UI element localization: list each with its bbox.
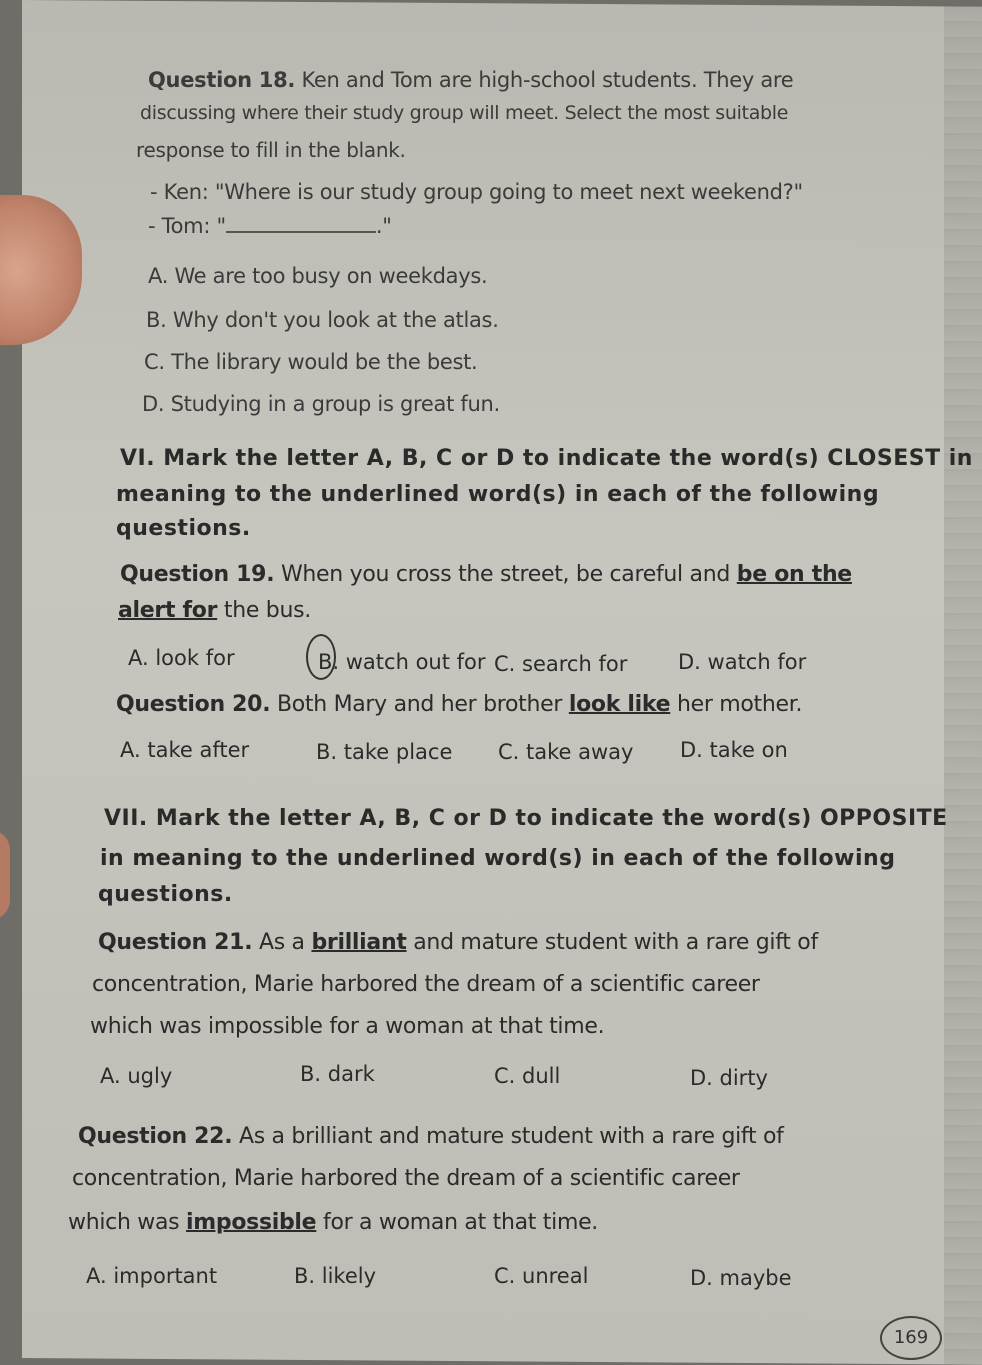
q20-option-c[interactable]: C. take away — [498, 740, 634, 764]
q18-option-b[interactable]: B. Why don't you look at the atlas. — [146, 308, 499, 332]
q21-text2: and mature student with a rare gift of — [413, 930, 818, 955]
q18-option-a[interactable]: A. We are too busy on weekdays. — [148, 264, 488, 288]
q18-option-c[interactable]: C. The library would be the best. — [144, 350, 478, 374]
section7-line1: VII. Mark the letter A, B, C or D to indicate the word(s) OPPOSITE — [104, 806, 948, 831]
q18-option-d[interactable]: D. Studying in a group is great fun. — [142, 392, 500, 416]
q19-answer-circle — [306, 634, 336, 680]
q19-option-d[interactable]: D. watch for — [678, 650, 807, 674]
q21-option-c[interactable]: C. dull — [494, 1064, 561, 1088]
q19-underlined-1: be on the — [736, 562, 852, 587]
q22-option-a[interactable]: A. important — [86, 1264, 218, 1288]
q20-line1 — [116, 692, 802, 717]
q19-text1: When you cross the street, be careful and — [280, 562, 731, 587]
q22-text3b: for a woman at that time. — [323, 1210, 599, 1235]
q22-text1: As a brilliant and mature student with a rare gift of — [238, 1124, 784, 1149]
q22-line2: concentration, Marie harbored the dream of a scientific career — [72, 1166, 740, 1191]
q20-option-a[interactable]: A. take after — [120, 738, 250, 762]
q18-text1: Ken and Tom are high-school students. They are — [301, 68, 794, 92]
q21-underlined: brilliant — [311, 930, 407, 955]
q22-option-d[interactable]: D. maybe — [690, 1266, 792, 1290]
q21-option-a[interactable]: A. ugly — [100, 1064, 173, 1088]
section6-line3: questions. — [116, 516, 251, 541]
q22-line3 — [68, 1210, 598, 1235]
q21-option-d[interactable]: D. dirty — [690, 1066, 768, 1090]
q18-ken: - Ken: "Where is our study group going to meet next weekend?" — [150, 180, 803, 204]
q18-tom — [148, 214, 392, 238]
q22-label: Question 22. — [78, 1124, 233, 1149]
q21-line2: concentration, Marie harbored the dream of a scientific career — [92, 972, 760, 997]
q20-option-b[interactable]: B. take place — [316, 740, 453, 764]
q19-option-c[interactable]: C. search for — [494, 652, 628, 676]
q22-option-c[interactable]: C. unreal — [494, 1264, 589, 1288]
q18-line1 — [148, 68, 793, 92]
q19-underlined-2: alert for — [118, 598, 218, 623]
q21-text1: As a — [258, 930, 305, 955]
q19-text2: the bus. — [223, 598, 311, 623]
q18-line3: response to fill in the blank. — [136, 138, 406, 162]
page-number: 169 — [880, 1316, 942, 1360]
q19-line1 — [120, 562, 852, 587]
q18-line2: discussing where their study group will meet. Select the most suitable — [140, 102, 789, 124]
section7-line2: in meaning to the underlined word(s) in each of the following — [100, 846, 896, 871]
q20-underlined: look like — [568, 692, 671, 717]
section7-line3: questions. — [98, 882, 233, 907]
q19-option-b[interactable]: B. watch out for — [318, 650, 486, 674]
q22-text3a: which was — [68, 1210, 180, 1235]
q20-text1: Both Mary and her brother — [276, 692, 563, 717]
q22-option-b[interactable]: B. likely — [294, 1264, 377, 1288]
q22-underlined: impossible — [186, 1210, 317, 1235]
q20-label: Question 20. — [116, 692, 271, 717]
q21-line1 — [98, 930, 818, 955]
q22-line1 — [78, 1124, 784, 1149]
q21-line3: which was impossible for a woman at that time. — [90, 1014, 605, 1039]
q20-option-d[interactable]: D. take on — [680, 738, 788, 762]
q18-tom-label: - Tom: " — [148, 214, 226, 238]
q21-label: Question 21. — [98, 930, 253, 955]
q18-blank — [226, 217, 376, 233]
q18-label: Question 18. — [148, 68, 296, 92]
q19-line2 — [118, 598, 311, 623]
q19-label: Question 19. — [120, 562, 275, 587]
q18-tom-end: ." — [375, 214, 392, 238]
q19-option-a[interactable]: A. look for — [128, 646, 235, 670]
q20-text2: her mother. — [676, 692, 803, 717]
q21-option-b[interactable]: B. dark — [300, 1062, 375, 1086]
section6-line2: meaning to the underlined word(s) in each of the following — [116, 482, 880, 507]
section6-line1: VI. Mark the letter A, B, C or D to indicate the word(s) CLOSEST in — [120, 446, 973, 471]
